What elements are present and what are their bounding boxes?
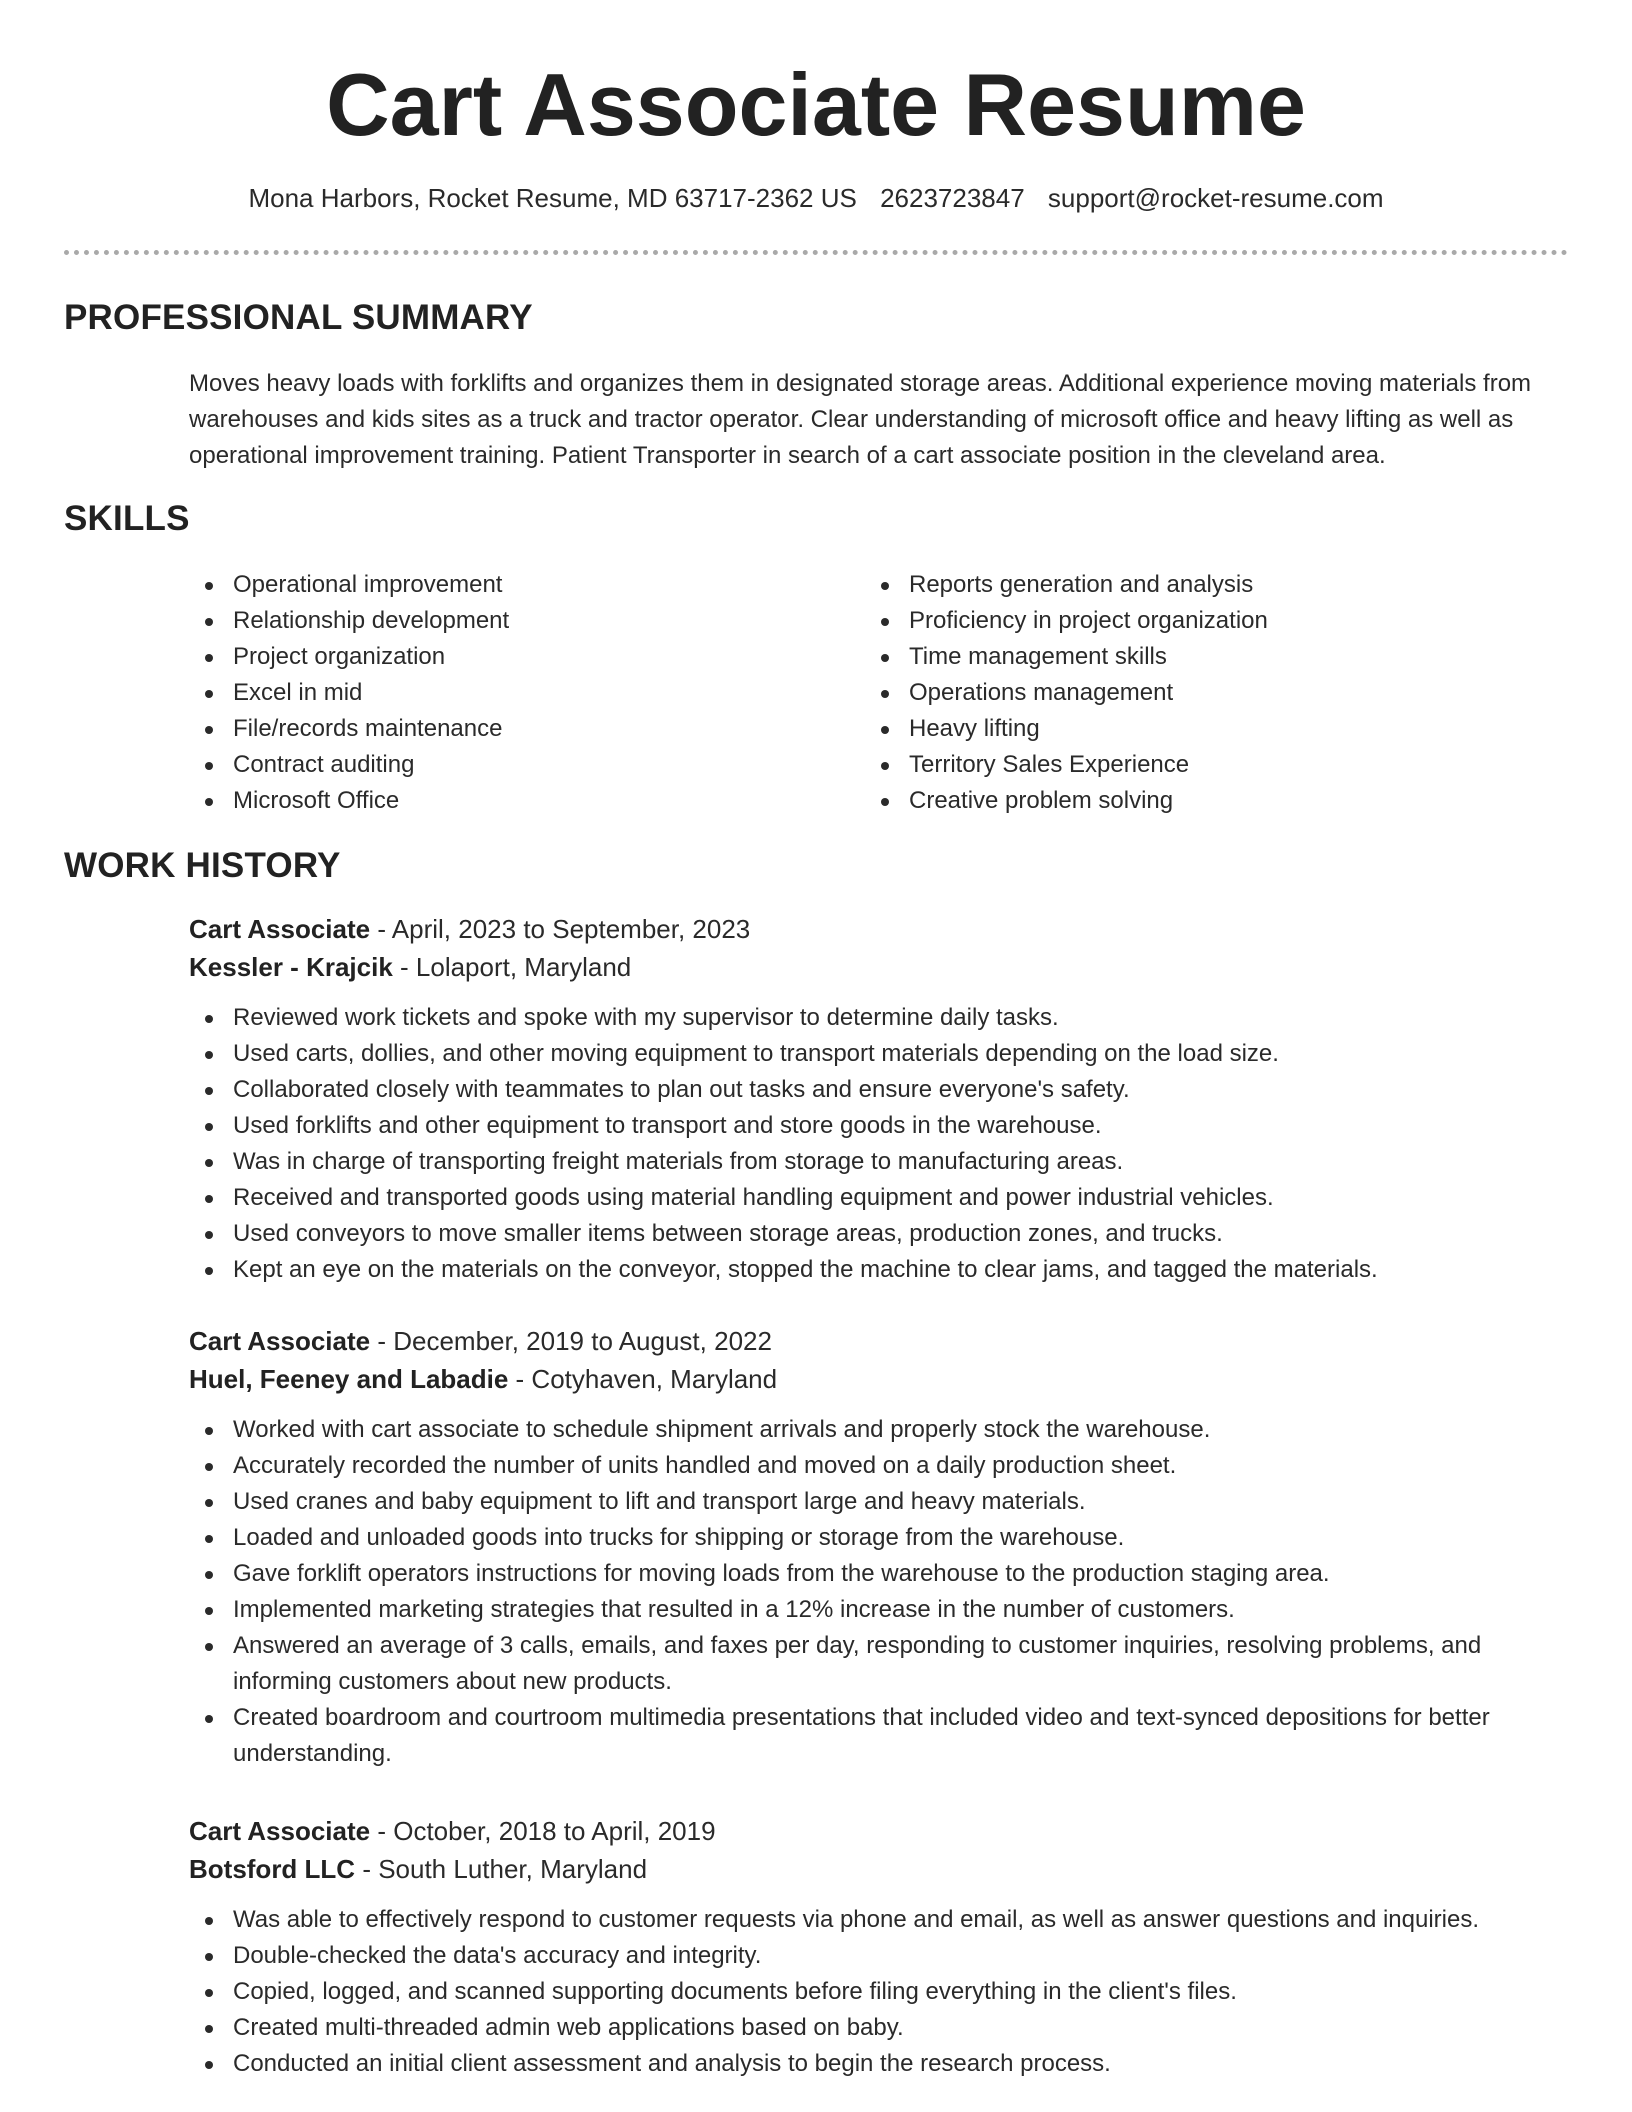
job-bullet: Received and transported goods using material handling equipment and power industrial vehicles. — [189, 1180, 1564, 1216]
work-history-heading: WORK HISTORY — [64, 846, 341, 885]
job-bullet: Loaded and unloaded goods into trucks for shipping or storage from the warehouse. — [189, 1520, 1564, 1556]
contact-email: support@rocket-resume.com — [1047, 183, 1384, 213]
job-entry — [189, 1812, 1564, 2082]
job-bullets — [189, 1412, 1564, 1772]
job-bullet: Accurately recorded the number of units handled and moved on a daily production sheet. — [189, 1448, 1564, 1484]
job-bullet: Collaborated closely with teammates to plan out tasks and ensure everyone's safety. — [189, 1072, 1564, 1108]
job-entry — [189, 910, 1564, 1288]
job-bullet: Created boardroom and courtroom multimedia presentations that included video and text-synced depositions for better understanding. — [189, 1700, 1564, 1772]
job-title-line — [189, 1812, 1564, 1850]
skill-item: Contract auditing — [189, 747, 509, 783]
skills-heading: SKILLS — [64, 499, 190, 538]
contact-line — [0, 180, 1632, 216]
skill-item: Heavy lifting — [865, 711, 1268, 747]
job-bullet: Used cranes and baby equipment to lift and transport large and heavy materials. — [189, 1484, 1564, 1520]
job-bullet: Implemented marketing strategies that resulted in a 12% increase in the number of customers. — [189, 1592, 1564, 1628]
job-company-line — [189, 1360, 1564, 1398]
summary-heading: PROFESSIONAL SUMMARY — [64, 298, 533, 337]
job-bullets — [189, 1000, 1564, 1288]
skill-item: Operations management — [865, 675, 1268, 711]
skill-item: Relationship development — [189, 603, 509, 639]
job-dates: - October, 2018 to April, 2019 — [370, 1816, 716, 1846]
job-bullet: Copied, logged, and scanned supporting documents before filing everything in the client's files. — [189, 1974, 1564, 2010]
job-bullet: Reviewed work tickets and spoke with my supervisor to determine daily tasks. — [189, 1000, 1564, 1036]
job-bullet: Used forklifts and other equipment to transport and store goods in the warehouse. — [189, 1108, 1564, 1144]
job-company-line — [189, 948, 1564, 986]
skill-item: Project organization — [189, 639, 509, 675]
job-bullet: Conducted an initial client assessment and analysis to begin the research process. — [189, 2046, 1564, 2082]
job-bullet: Was able to effectively respond to customer requests via phone and email, as well as answer questions and inquiries. — [189, 1902, 1564, 1938]
contact-phone: 2623723847 — [880, 183, 1025, 213]
skill-item: Reports generation and analysis — [865, 567, 1268, 603]
job-bullet: Created multi-threaded admin web applications based on baby. — [189, 2010, 1564, 2046]
job-bullet: Was in charge of transporting freight materials from storage to manufacturing areas. — [189, 1144, 1564, 1180]
skill-item: Creative problem solving — [865, 783, 1268, 819]
job-company-line — [189, 1850, 1564, 1888]
contact-address: Mona Harbors, Rocket Resume, MD 63717-2362 US — [248, 183, 857, 213]
job-title: Cart Associate — [189, 1326, 371, 1356]
job-title: Cart Associate — [189, 1816, 371, 1846]
skill-item: Excel in mid — [189, 675, 509, 711]
job-location: - Lolaport, Maryland — [392, 952, 632, 982]
job-dates: - April, 2023 to September, 2023 — [370, 914, 751, 944]
job-company: Kessler - Krajcik — [189, 952, 393, 982]
skill-item: Time management skills — [865, 639, 1268, 675]
job-title-line — [189, 1322, 1564, 1360]
job-bullets — [189, 1902, 1564, 2082]
job-bullet: Worked with cart associate to schedule shipment arrivals and properly stock the warehouse. — [189, 1412, 1564, 1448]
skill-item: Territory Sales Experience — [865, 747, 1268, 783]
summary-text: Moves heavy loads with forklifts and organizes them in designated storage areas. Additional experience moving materials from warehouses and kids sites as a truck and tractor operator. Clear understanding of microsoft office and heavy lifting as well as operational improvement training. Patient Transporter in search of a cart associate position in the cleveland area. — [189, 370, 1532, 469]
skills-list-left — [189, 567, 509, 819]
job-bullet: Kept an eye on the materials on the conveyor, stopped the machine to clear jams, and tagged the materials. — [189, 1252, 1564, 1288]
job-dates: - December, 2019 to August, 2022 — [370, 1326, 772, 1356]
job-location: - South Luther, Maryland — [355, 1854, 648, 1884]
job-company: Botsford LLC — [189, 1854, 356, 1884]
skill-item: Microsoft Office — [189, 783, 509, 819]
job-bullet: Double-checked the data's accuracy and integrity. — [189, 1938, 1564, 1974]
job-company: Huel, Feeney and Labadie — [189, 1364, 509, 1394]
job-bullet: Used carts, dollies, and other moving equipment to transport materials depending on the load size. — [189, 1036, 1564, 1072]
job-bullet: Gave forklift operators instructions for moving loads from the warehouse to the production staging area. — [189, 1556, 1564, 1592]
job-entry — [189, 1322, 1564, 1772]
header-divider — [64, 250, 1568, 255]
skill-item: Operational improvement — [189, 567, 509, 603]
job-location: - Cotyhaven, Maryland — [508, 1364, 778, 1394]
skill-item: File/records maintenance — [189, 711, 509, 747]
job-bullet: Answered an average of 3 calls, emails, and faxes per day, responding to customer inquiries, resolving problems, and informing customers about new products. — [189, 1628, 1564, 1700]
page-title: Cart Associate Resume — [326, 55, 1306, 154]
job-title-line — [189, 910, 1564, 948]
job-bullet: Used conveyors to move smaller items between storage areas, production zones, and trucks. — [189, 1216, 1564, 1252]
skill-item: Proficiency in project organization — [865, 603, 1268, 639]
skills-list-right — [865, 567, 1268, 819]
job-title: Cart Associate — [189, 914, 371, 944]
